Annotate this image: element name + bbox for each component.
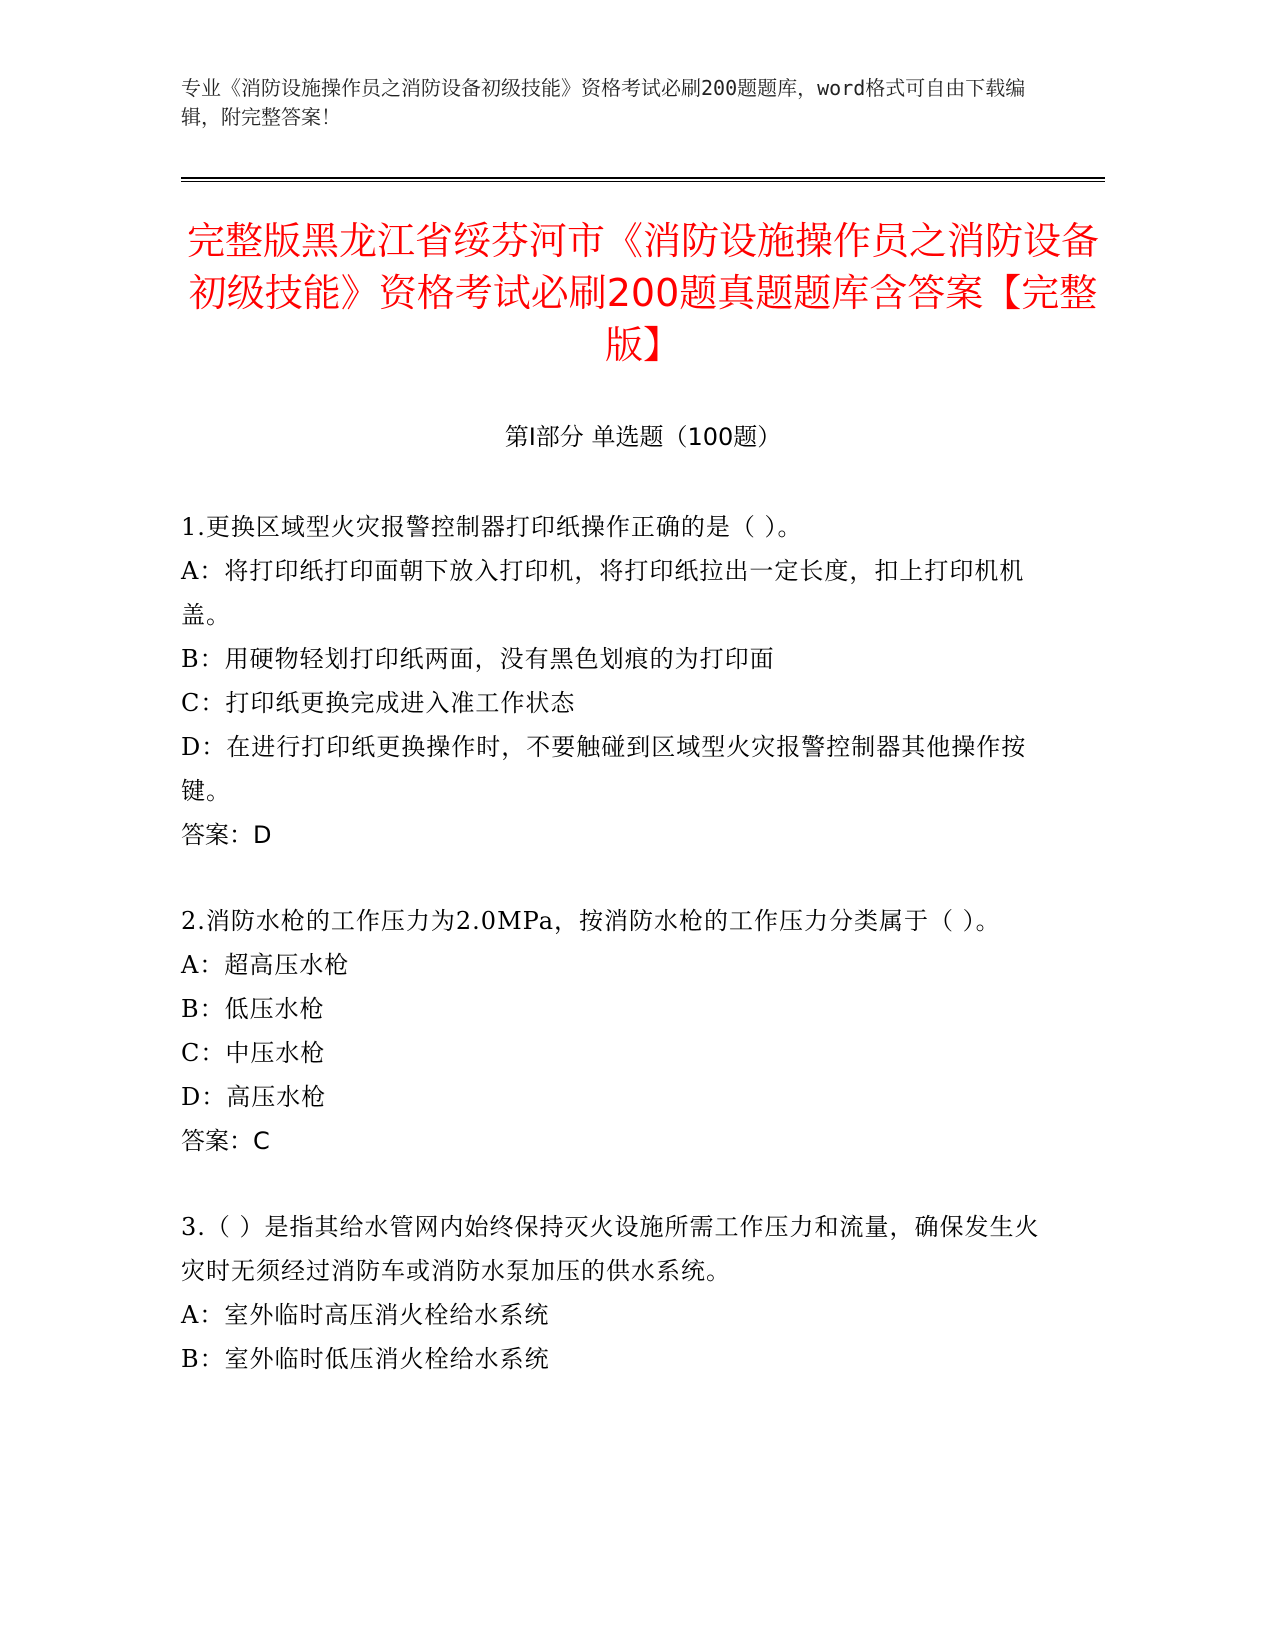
question-stem: 2.消防水枪的工作压力为2.0MPa，按消防水枪的工作压力分类属于（ ）。 xyxy=(181,907,1001,935)
answer: 答案：C xyxy=(181,1127,270,1155)
option-d: D：在进行打印纸更换操作时，不要触碰到区域型火灾报警控制器其他操作按键。 xyxy=(181,733,1027,805)
question-stem: 1.更换区域型火灾报警控制器打印纸操作正确的是（ ）。 xyxy=(181,513,803,541)
option-a: A：超高压水枪 xyxy=(181,951,350,979)
option-c: C：中压水枪 xyxy=(181,1039,326,1067)
option-b: B：室外临时低压消火栓给水系统 xyxy=(181,1345,550,1373)
question-stem: 3.（ ）是指其给水管网内始终保持灭火设施所需工作压力和流量，确保发生火灾时无须经过消防车或消防水泵加压的供水系统。 xyxy=(181,1213,1040,1285)
question-list xyxy=(181,505,1041,1423)
header-note: 专业《消防设施操作员之消防设备初级技能》资格考试必刷200题题库，word格式可自由下载编辑，附完整答案！ xyxy=(181,76,1026,129)
option-d: D：高压水枪 xyxy=(181,1083,327,1111)
option-b: B：低压水枪 xyxy=(181,995,325,1023)
answer: 答案：D xyxy=(181,821,272,849)
document-title: 完整版黑龙江省绥芬河市《消防设施操作员之消防设备初级技能》资格考试必刷200题真题题库含答案【完整版】 xyxy=(186,219,1099,367)
option-a: A：室外临时高压消火栓给水系统 xyxy=(181,1301,550,1329)
section-heading: 第Ⅰ部分 单选题（100题） xyxy=(504,423,782,451)
option-b: B：用硬物轻划打印纸两面，没有黑色划痕的为打印面 xyxy=(181,645,775,673)
question-1 xyxy=(181,505,1041,857)
header-rule-thick xyxy=(181,177,1105,179)
question-3 xyxy=(181,1205,1041,1381)
option-a: A：将打印纸打印面朝下放入打印机，将打印纸拉出一定长度，扣上打印机机盖。 xyxy=(181,557,1025,629)
option-c: C：打印纸更换完成进入准工作状态 xyxy=(181,689,576,717)
question-2 xyxy=(181,899,1041,1163)
header-rule-thin xyxy=(181,181,1105,182)
